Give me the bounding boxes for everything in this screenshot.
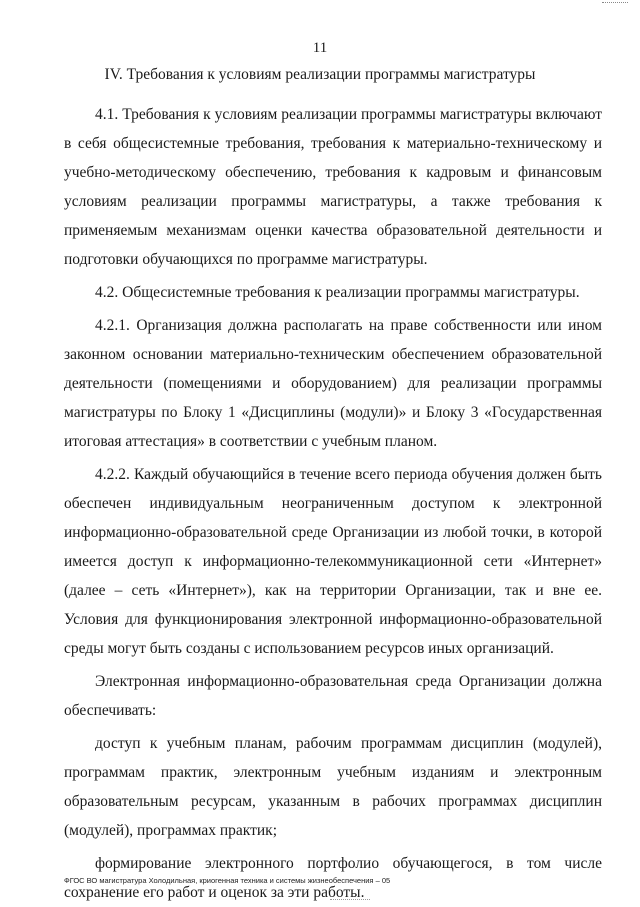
paragraph-4-1: 4.1. Требования к условиям реализации программы магистратуры включают в себя общесистемные требования, требования к материально-техническому и учебно-методическому обеспечению, требования к кадровым и финансовым условиям реализации программы магистратуры, а также требования к применяемым механизмам оценки качества образовательной деятельности и подготовки обучающихся по программе магистратуры. [64,106,602,268]
scan-corner-mark [602,2,628,7]
paragraph-environment: Электронная информационно-образовательная среда Организации должна обеспечивать: [64,673,602,719]
body-text [64,100,602,907]
paragraph-portfolio: формирование электронного портфолио обучающегося, в том числе сохранение его работ и оценок за эти работы. [64,855,602,901]
page-footer: ФГОС ВО магистратура Холодильная, криогенная техника и системы жизнеобеспечения – 05 [64,876,391,885]
section-title: IV. Требования к условиям реализации программы магистратуры [104,66,536,83]
paragraph-4-2: 4.2. Общесистемные требования к реализации программы магистратуры. [95,284,580,301]
paragraph-4-2-2: 4.2.2. Каждый обучающийся в течение всего периода обучения должен быть обеспечен индивидуальным неограниченным доступом к электронной информационно-образовательной среде Организации из любой точки, в которой имеется доступ к информационно-телекоммуникационной сети «Интернет» (далее – сеть «Интернет»), как на территории Организации, так и вне ее. Условия для функционирования электронной информационно-образовательной среды могут быть созданы с использованием ресурсов иных организаций. [64,466,602,657]
scan-bottom-mark [330,899,370,903]
page-number: 11 [312,40,328,56]
paragraph-access: доступ к учебным планам, рабочим программам дисциплин (модулей), программам практик, электронным учебным изданиям и электронным образовательным ресурсам, указанным в рабочих программах дисциплин (модулей), программах практик; [64,735,602,839]
paragraph-4-2-1: 4.2.1. Организация должна располагать на праве собственности или ином законном основании материально-техническим обеспечением образовательной деятельности (помещениями и оборудованием) для реализации программы магистратуры по Блоку 1 «Дисциплины (модули)» и Блоку 3 «Государственная итоговая аттестация» в соответствии с учебным планом. [64,317,602,450]
